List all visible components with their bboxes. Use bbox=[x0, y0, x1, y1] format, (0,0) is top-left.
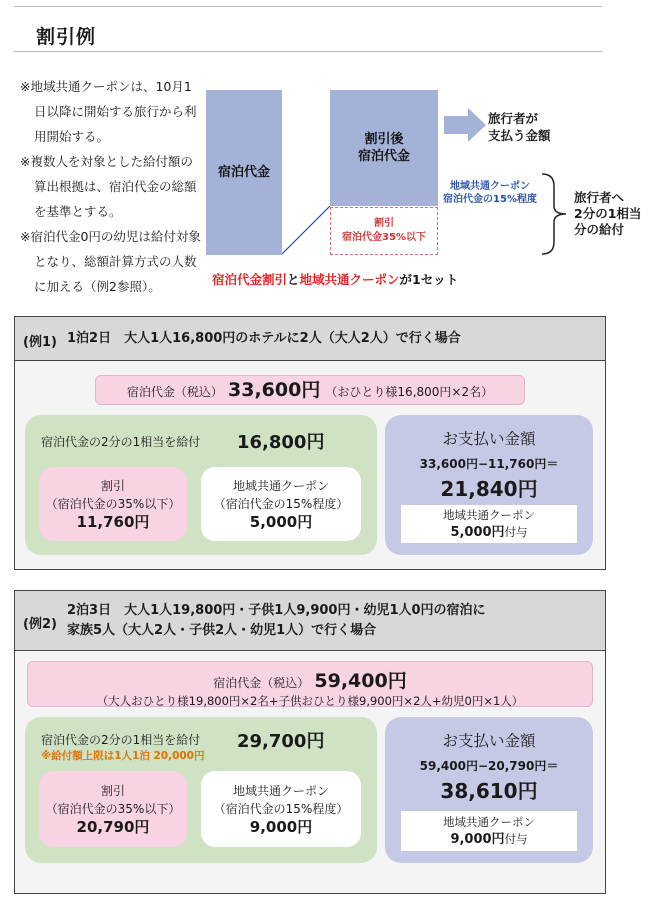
example-2-title-line-2: 家族5人（大人2人・子供2人・幼児1人）で行く場合 bbox=[67, 623, 377, 638]
example-1-grant-amount: 5,000円 bbox=[450, 525, 505, 540]
example-2-discount-note: （宿泊代金の35%以下） bbox=[45, 802, 181, 816]
example-1-discount-card bbox=[39, 467, 187, 541]
diagram-discount-label-2: 宿泊代金35%以下 bbox=[342, 232, 426, 243]
note-item: ※宿泊代金0円の幼児は給付対象となり、総額計算方式の人数に加える（例2参照）。 bbox=[20, 229, 201, 294]
example-1-discount-amount: 11,760円 bbox=[76, 513, 150, 531]
example-2-title bbox=[67, 601, 486, 641]
diagram-diagonal-line bbox=[282, 206, 330, 255]
diagram-coupon-line-1: 地域共通クーポン bbox=[450, 181, 530, 192]
example-2-discount-card bbox=[39, 771, 187, 847]
example-1-box bbox=[14, 316, 606, 570]
example-1-discount-label: 割引 bbox=[100, 479, 125, 493]
example-2-fee-label: 宿泊代金（税込） bbox=[213, 676, 310, 690]
example-2-payment-formula: 59,400円−20,790円＝ bbox=[419, 759, 559, 773]
example-2-coupon-amount: 9,000円 bbox=[249, 818, 313, 836]
example-2-grant-suffix: 付与 bbox=[504, 832, 528, 846]
diagram-discount-label-1: 割引 bbox=[374, 218, 394, 229]
diagram-full-fee-label: 宿泊代金 bbox=[217, 165, 270, 180]
example-1-grant-label: 地域共通クーポン bbox=[443, 508, 535, 522]
example-1-title: 1泊2日 大人1人16,800円のホテルに2人（大人2人）で行く場合 bbox=[67, 331, 461, 346]
example-1-coupon-amount: 5,000円 bbox=[249, 513, 313, 531]
example-2-coupon-label: 地域共通クーポン bbox=[232, 784, 329, 798]
arrow-right-icon bbox=[444, 108, 486, 142]
diagram-discount-box bbox=[330, 207, 438, 255]
example-2-header bbox=[15, 591, 605, 651]
example-2-title-line-1: 2泊3日 大人1人19,800円・子供1人9,900円・幼児1人0円の宿泊に bbox=[67, 603, 486, 618]
diagram-discounted-fee-column bbox=[330, 90, 438, 206]
example-1-fee-amount: 33,600円 bbox=[228, 379, 321, 401]
caption-coupon: 地域共通クーポン bbox=[299, 272, 400, 287]
diagram-half-line-3: 分の給付 bbox=[574, 222, 625, 237]
diagram-payer-line-2: 支払う金額 bbox=[488, 128, 551, 143]
example-2-number: (例2) bbox=[23, 617, 57, 632]
example-1-payment-total: 21,840円 bbox=[440, 477, 538, 501]
example-2-benefit-panel bbox=[25, 717, 377, 863]
example-2-payment-label: お支払い金額 bbox=[442, 732, 536, 750]
diagram-discounted-label-2: 宿泊代金 bbox=[357, 149, 410, 164]
diagram-half-benefit-label bbox=[574, 190, 641, 238]
example-1-discount-note: （宿泊代金の35%以下） bbox=[45, 497, 181, 511]
example-2-fee-note: （大人おひとり様19,800円×2名+子供おひとり様9,900円×2人+幼児0円×1人） bbox=[96, 694, 524, 708]
example-2-grant-box bbox=[401, 811, 577, 851]
top-rule bbox=[14, 6, 602, 7]
title-rule bbox=[14, 51, 602, 52]
example-1-benefit-panel bbox=[25, 415, 377, 555]
page-title: 割引例 bbox=[36, 26, 97, 48]
diagram-half-line-1: 旅行者へ bbox=[574, 190, 625, 205]
example-2-grant-label: 地域共通クーポン bbox=[443, 815, 535, 829]
caption-discount: 宿泊代金割引 bbox=[212, 272, 288, 287]
diagram-coupon-line-2: 宿泊代金の15%程度 bbox=[443, 194, 537, 205]
right-brace-icon bbox=[540, 172, 570, 256]
diagram-payer-line-1: 旅行者が bbox=[488, 111, 539, 126]
example-1-fee-bar bbox=[95, 375, 525, 405]
example-2-discount-amount: 20,790円 bbox=[76, 818, 150, 836]
note-item: ※複数人を対象とした給付額の算出根拠は、宿泊代金の総額を基準とする。 bbox=[20, 154, 197, 219]
caption-set: が1セット bbox=[399, 272, 459, 287]
example-1-fee-label: 宿泊代金（税込） bbox=[126, 385, 223, 399]
example-2-fee-amount: 59,400円 bbox=[314, 670, 407, 692]
example-1-benefit-amount: 16,800円 bbox=[237, 432, 325, 453]
example-1-fee-note: （おひとり様16,800円×2名） bbox=[325, 385, 494, 399]
example-1-coupon-card bbox=[201, 467, 361, 541]
example-2-fee-bar bbox=[27, 661, 593, 707]
example-2-benefit-label: 宿泊代金の2分の1相当を給付 bbox=[41, 733, 201, 747]
example-1-coupon-label: 地域共通クーポン bbox=[232, 479, 329, 493]
diagram-discounted-label-1: 割引後 bbox=[364, 132, 404, 147]
example-1-number: (例1) bbox=[23, 335, 57, 350]
example-2-payment-panel bbox=[385, 717, 593, 863]
diagram-caption bbox=[212, 270, 458, 288]
example-1-coupon-note: （宿泊代金の15%程度） bbox=[213, 497, 349, 511]
example-2-benefit-amount: 29,700円 bbox=[237, 731, 325, 752]
example-1-payment-panel bbox=[385, 415, 593, 555]
example-2-discount-label: 割引 bbox=[100, 784, 125, 798]
diagram-payer-label bbox=[488, 110, 551, 144]
diagram-half-line-2: 2分の1相当 bbox=[574, 206, 642, 221]
example-2-coupon-note: （宿泊代金の15%程度） bbox=[213, 802, 349, 816]
example-2-benefit-cap: ※給付額上限は1人1泊 20,000円 bbox=[41, 750, 205, 762]
example-2-payment-total: 38,610円 bbox=[440, 779, 538, 803]
diagram-coupon-label bbox=[440, 180, 540, 206]
example-1-grant-suffix: 付与 bbox=[504, 525, 528, 539]
example-1-payment-formula: 33,600円−11,760円＝ bbox=[419, 457, 559, 471]
example-1-grant-box bbox=[401, 505, 577, 543]
caption-and: と bbox=[287, 272, 300, 287]
notes-list bbox=[20, 74, 202, 299]
example-2-grant-amount: 9,000円 bbox=[450, 832, 505, 847]
diagram-full-fee-column bbox=[206, 90, 282, 255]
example-2-box bbox=[14, 590, 606, 894]
example-1-payment-label: お支払い金額 bbox=[442, 430, 536, 448]
example-2-coupon-card bbox=[201, 771, 361, 847]
note-item: ※地域共通クーポンは、10月1日以降に開始する旅行から利用開始する。 bbox=[20, 79, 197, 144]
example-1-header bbox=[15, 317, 605, 361]
example-1-benefit-label: 宿泊代金の2分の1相当を給付 bbox=[41, 435, 201, 449]
